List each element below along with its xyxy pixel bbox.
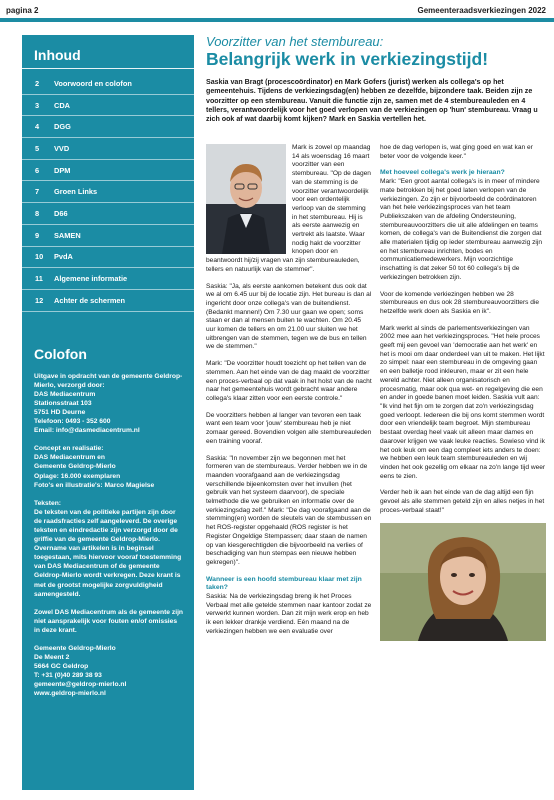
article-paragraph: Saskia: "In november zijn we begonnen met het formeren van de stembureaus. Verder hebben we in de maanden voorafgaand aan de verkiezingsdag verschillende bijeenkomsten over het invullen (het gebruik van het systeem daarvoor), de speciale telmethode die we gebruiken en informatie over de verkiezingsdag zelf." Mark: "De dag voorafgaand aan de stemming(en) worden de sleutels van de stembussen en het ROS-register opgehaald (ROS register is het Register Ongeldige Stempassen; daar staan de namen op van kiesgerechtigden die bijvoorbeeld na verlies of beschadiging van hun stempas een nieuwe hebben gekregen)". [206,454,372,566]
toc-label: Achter de schermen [54,295,126,305]
colofon-block: Concept en realisatie: DAS Mediacentrum en Gemeente Geldrop-Mierlo Oplage: 16.000 exemplaren Foto's en illustratie's: Marco Magielse [34,445,155,489]
toc-item [22,203,194,225]
toc-page-number: 4 [35,122,40,132]
colofon-block: Zowel DAS Mediacentrum als de gemeente zijn niet aansprakelijk voor fouten en/of omissies in deze krant. [34,608,184,634]
left-after-heading: Saskia: Na de verkiezingsdag breng ik het Proces Verbaal met alle getelde stemmen naar kantoor zodat ze verwerkt kunnen worden. Dan zit mijn werk erop en heb ik een lekker drankje verdiend. Eén maand na de verkiezingen hebben we een evaluatie over [206,593,372,635]
toc-label: PvdA [54,252,73,262]
toc-page-number: 5 [35,143,40,153]
header-rule [0,18,554,22]
article-paragraph: Voor de komende verkiezingen hebben we 28 stembureaus en dus ook 28 stembureauvoorzitters die hetzelfde werk doen als Saskia en ik". [380,290,540,315]
toc-page-number: 3 [35,100,40,110]
toc-item [22,73,194,95]
article-kicker: Voorzitter van het stembureau: [206,34,384,49]
table-of-contents [22,73,194,312]
article-column-right [380,144,546,641]
toc-label: Voorwoord en colofon [54,78,132,88]
toc-item [22,95,194,117]
toc-page-number: 10 [35,252,44,262]
toc-rule [22,68,194,69]
portrait-photo-saskia [380,523,546,641]
right-top-paragraph: hoe de dag verlopen is, wat ging goed en wat kan er beter voor de volgende keer." [380,144,533,160]
toc-page-number: 6 [35,165,40,175]
toc-label: D66 [54,208,68,218]
article-body [206,144,546,794]
toc-item [22,160,194,182]
toc-page-number: 12 [35,295,44,305]
toc-page-number: 9 [35,230,40,240]
toc-item [22,268,194,290]
toc-page-number: 11 [35,274,43,284]
toc-page-number: 2 [35,78,40,88]
toc-item [22,290,194,312]
toc-item [22,247,194,269]
toc-label: VVD [54,143,70,153]
article-column-left [206,144,372,645]
toc-label: Algemene informatie [54,274,128,284]
article-paragraph: Mark is zowel op maandag 14 als woensdag 16 maart voorzitter van een stembureau. "Op de dagen van de stemming is de voorzitter verantwoordelijk voor een ordentelijk verloop van de stemming in het stembureau. Hij is als eerste aanwezig en vertrekt als laatste. Waar nodig hakt de voorzitter knopen door en beantwoordt hij/zij vragen van zijn stembureauleden, tellers en natuurlijk van de stemmer". [206,144,371,273]
article-paragraph: De voorzitters hebben al langer van tevoren een taak want een team voor 'jouw' stembureau heb je niet zomaar gereed. Bovendien volgen alle stembureauleden een training vooraf. [206,411,372,445]
toc-label: Groen Links [54,187,98,197]
article-lede: Saskia van Bragt (procescoördinator) en Mark Gofers (jurist) werken als collega's op het gemeentehuis. Tijdens de verkiezingsdag(en) hebben ze dezelfde, bijzondere taak. Beiden zijn ze voorzitter op een stembureau. Vanuit die functie zijn ze, samen met de 4 stembureauleden en 4 tellers, verantwoordelijk voor het goed verlopen van de verkiezingen op 'hun' stembureau. Vraag u zich ook af wat daarbij komt kijken? Mark en Saskia vertellen het. [206,78,538,124]
toc-label: CDA [54,100,71,110]
toc-page-number: 7 [35,187,40,197]
toc-label: DGG [54,122,71,132]
colofon-text [22,362,194,699]
running-title: Gemeenteraadsverkiezingen 2022 [417,6,546,15]
colofon-block: Uitgave in opdracht van de gemeente Geldrop-Mierlo, verzorgd door: DAS Mediacentrum Stationsstraat 103 5751 HD Deurne Telefoon: 0493 - 352 600 Email: info@dasmediacentrum.nl [34,372,183,435]
article-header [206,35,546,124]
colofon-block: Gemeente Geldrop-Mierlo De Meent 2 5664 GC Geldrop T: +31 (0)40 289 38 93 gemeente@geldrop-mierlo.nl www.geldrop-mierlo.nl [34,645,127,698]
toc-page-number: 8 [35,208,40,218]
toc-label: DPM [54,165,71,175]
article-paragraph: Mark: "Een groot aantal collega's is in meer of mindere mate betrokken bij het goed laten verlopen van de verkiezingen. Zo zijn er bijvoorbeeld de coördinatoren van het hele verkiezingsproces van het team Publiekszaken van de afdeling Ondersteuning, stembureauvoorzitters die uit alle afdelingen en teams komen, de collega's van de Buitendienst die zorgen dat alle materialen tijdig op ieder stembureau aanwezig zijn en het stembureau inrichten, bodes en communicatiemedewerkers. Mijn voorzichtige inschatting is dat zeker 50 tot 60 collega's bij de verkiezingen betrokken zijn. [380,178,543,281]
page-header [0,0,554,24]
article-paragraph: Verder heb ik aan het einde van de dag altijd een fijn gevoel als alle stemmen geteld zijn en alles netjes in het proces-verbaal staat!" [380,489,545,514]
toc-item [22,116,194,138]
toc-item [22,181,194,203]
toc-title: Inhoud [34,47,81,63]
article-paragraph: Mark: "De voorzitter houdt toezicht op het tellen van de stemmen. Aan het einde van de dag maakt de voorzitter een proces-verbaal op dat vaak in het holst van de nacht naar het gemeentehuis wordt gebracht waar andere collega's klaar zitten voor een eerste controle." [206,360,372,402]
left-subheading: Wanneer is een hoofd stembureau klaar met zijn taken? [206,575,362,592]
right-subheading: Met hoeveel collega's werk je hieraan? [380,169,505,177]
article-paragraph: Saskia: "Ja, als eerste aankomen betekent dus ook dat we al om 6.45 uur bij de locatie zijn. Het bureau is dan al ingericht door onze collega's van de buitendienst. (Bedankt mannen!) Om 7.30 uur gaan we open; soms staan er dan al mensen buiten te wachten. Om 20.45 uur komen de tellers en om 21.00 uur sluiten we het uitbrengen van de stemmen, tegen we de bus en tellen we de stemmen." [206,282,372,351]
portrait-photo-mark [206,144,286,254]
article-headline: Belangrijk werk in verkiezingstijd! [206,49,489,69]
sidebar [22,35,194,790]
colofon-block: Teksten: De teksten van de politieke partijen zijn door de raadsfracties zelf aangeleverd. De overige teksten en eindredactie zijn verzorgd door de griffie van de gemeente Geldrop-Mierlo. Overname van artikelen is in beginsel toegestaan, mits hiervoor vooraf toestemming van DAS Mediacentrum of de gemeente Geldrop-Mierlo wordt verkregen. Deze krant is met de grootst mogelijke zorgvuldigheid samengesteld. [34,499,182,598]
toc-label: SAMEN [54,230,81,240]
article-paragraph: Mark werkt al sinds de parlementsverkiezingen van 2002 mee aan het verkiezingsproces. "Het hele proces geeft mij een gevoel van 'democratie aan het werk' en het is mooi om daar onderdeel van uit te maken. Het lijkt zo simpel: naar een stembureau in de omgeving gaan en een balletje rood inkleuren, maar er zit een hele wereld achter. Niet alleen organisatorisch en procesmatig, maar ook qua wet- en regelgeving die een en ander in goede banen moet leiden. Saskia vult aan: "Ik vind het fijn om te zorgen dat zo'n verkiezingsdag goed verloopt. Iedereen die bij ons komt stemmen wordt door een vriendelijk team begroet. Mijn stembureau bestaat overdag heel vaak uit alleen maar dames en daarover krijgen we vaak leuke reacties. Sowieso vind ik het ook leuk om een dag compleet iets anders te doen: we hebben een leuk team stembureauleden en wij vinden het ook gezellig om elkaar na zo'n lange tijd weer eens te zien. [380,324,546,480]
colofon-title: Colofon [34,345,87,362]
toc-item [22,138,194,160]
toc-item [22,225,194,247]
page-number: pagina 2 [6,6,39,15]
